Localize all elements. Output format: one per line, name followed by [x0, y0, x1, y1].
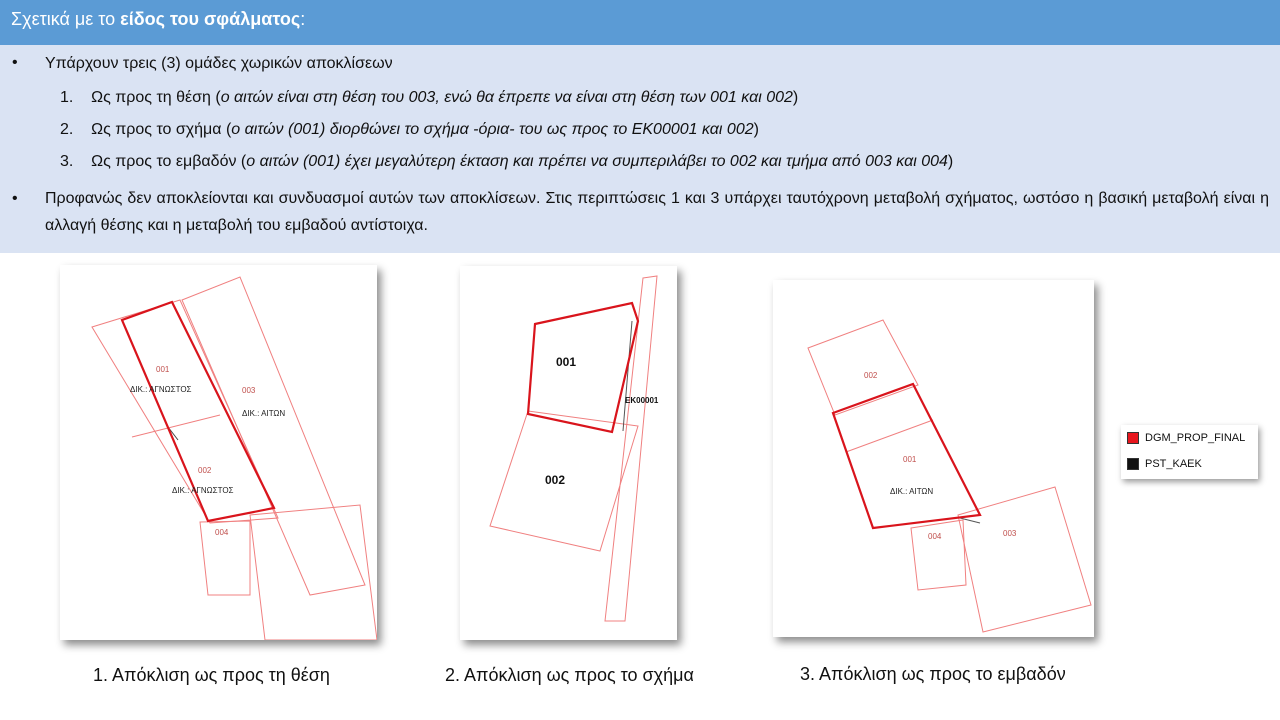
list-item-3-num: 3.: [60, 153, 74, 170]
legend-label-kaek: PST_KAEK: [1145, 458, 1202, 470]
map-2-drawing: [460, 266, 677, 640]
map1-divider: [132, 415, 220, 437]
list-item-1-italic: ο αιτών είναι στη θέση του 003, ενώ θα έπρεπε να είναι στη θέση των 001 και 002: [220, 89, 793, 106]
legend-item-dgm: [1127, 432, 1245, 444]
map3-owner-001: ΔΙΚ.: ΑΙΤΩΝ: [890, 487, 934, 496]
bullet-1-text: Υπάρχουν τρεις (3) ομάδες χωρικών αποκλίσεων: [45, 55, 393, 72]
map3-divider: [846, 420, 933, 452]
title-bold: είδος του σφάλματος: [120, 9, 301, 29]
list-item-3-close: ): [947, 153, 954, 170]
map1-label-004: 004: [215, 528, 229, 537]
map1-label-001: 001: [156, 365, 170, 374]
map1-owner-003: ΔΙΚ.: ΑΙΤΩΝ: [242, 409, 286, 418]
bullet-2-text: Προφανώς δεν αποκλείονται και συνδυασμοί αυτών των αποκλίσεων. Στις περιπτώσεις 1 και 3 υπάρχει ταυτόχρονη μεταβολή σχήματος, ωστόσο η βασική μεταβολή είναι η αλλαγή θέσης και η μεταβολή του εμβαδού αντίστοιχα.: [45, 190, 1269, 234]
list-item-3: [60, 152, 953, 172]
caption-3: 3. Απόκλιση ως προς το εμβαδόν: [800, 664, 1066, 684]
map-1-drawing: [60, 265, 377, 640]
list-item-1: [60, 88, 798, 108]
legend-swatch-black: [1127, 458, 1139, 470]
list-item-1-num: 1.: [60, 89, 74, 106]
map3-parcel-004: [911, 520, 966, 590]
map3-label-001: 001: [903, 455, 917, 464]
list-item-2-close: ): [753, 121, 759, 138]
list-item-1-label: Ως προς τη θέση (: [91, 89, 221, 106]
map3-label-002: 002: [864, 371, 878, 380]
map-area-deviation: [773, 280, 1094, 637]
map1-label-002: 002: [198, 466, 212, 475]
map-shape-deviation: [460, 266, 677, 640]
map2-label-001: 001: [556, 355, 577, 369]
list-item-2-italic: ο αιτών (001) διορθώνει το σχήμα -όρια- του ως προς το ΕΚ00001 και 002: [231, 121, 754, 138]
list-item-1-close: ): [792, 89, 799, 106]
content-panel: [0, 45, 1280, 253]
map1-parcel-lower: [250, 505, 377, 640]
bullet-dot-2: •: [12, 190, 18, 207]
map3-parcel-002: [808, 320, 918, 415]
map2-applicant-parcel: [528, 303, 638, 432]
map2-label-ek: EK00001: [625, 396, 659, 405]
bullet-dot-1: •: [12, 54, 18, 71]
legend-label-dgm: DGM_PROP_FINAL: [1145, 432, 1246, 444]
map1-owner-002: ΔΙΚ.: ΑΓΝΩΣΤΟΣ: [172, 486, 234, 495]
map3-label-004: 004: [928, 532, 942, 541]
map1-parcel-strip: [182, 277, 365, 595]
caption-1: 1. Απόκλιση ως προς τη θέση: [93, 665, 330, 685]
map-3-drawing: [773, 280, 1094, 637]
legend-item-kaek: [1127, 458, 1202, 470]
title-prefix: Σχετικά με το: [11, 9, 121, 29]
map2-label-002: 002: [545, 473, 566, 487]
map-position-deviation: [60, 265, 377, 640]
list-item-3-label: Ως προς το εμβαδόν (: [91, 153, 247, 170]
map3-label-003: 003: [1003, 529, 1017, 538]
map1-label-003: 003: [242, 386, 256, 395]
legend-swatch-red: [1127, 432, 1139, 444]
slide-title: [0, 0, 1280, 45]
list-item-2: [60, 120, 759, 140]
list-item-3-italic: ο αιτών (001) έχει μεγαλύτερη έκταση και πρέπει να συμπεριλάβει το 002 και τμήμα από 003 και 004: [246, 153, 948, 170]
caption-2: 2. Απόκλιση ως προς το σχήμα: [445, 665, 694, 685]
title-suffix: :: [300, 9, 306, 29]
list-item-2-num: 2.: [60, 121, 74, 138]
list-item-2-label: Ως προς το σχήμα (: [91, 121, 232, 138]
map1-owner-001: ΔΙΚ.: ΑΓΝΩΣΤΟΣ: [130, 385, 192, 394]
map-legend: [1121, 425, 1258, 479]
